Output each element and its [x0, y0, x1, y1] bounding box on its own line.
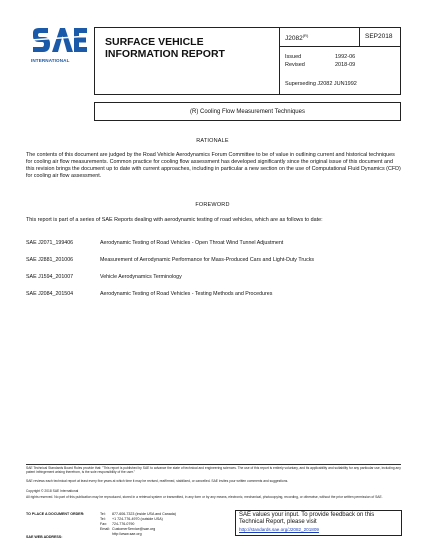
document-number: $J2082^{(R)}$ [285, 33, 309, 43]
reference-code: SAE J2084_201504 [26, 291, 74, 297]
reference-title: Aerodynamic Testing of Road Vehicles - Testing Methods and Procedures [100, 291, 273, 297]
order-label: TO PLACE A DOCUMENT ORDER: [26, 512, 85, 516]
sae-web-label: SAE WEB ADDRESS: [26, 535, 63, 539]
sae-logo-subtext: INTERNATIONAL [31, 58, 70, 63]
fax-value: 724-776-0790 [112, 522, 135, 526]
feedback-line2: Technical Report, please visit [239, 519, 317, 525]
document-date: SEP2018 [365, 33, 393, 40]
contact-labels: Tel: Tel: Fax: Email: [100, 512, 110, 531]
reference-title: Aerodynamic Testing of Road Vehicles - Open Throat Wind Tunnel Adjustment [100, 240, 284, 246]
email-value[interactable]: CustomerService@sae.org [112, 527, 156, 531]
rationale-heading: RATIONALE [196, 138, 229, 144]
tel-outside-value: +1 724-776-4970 (outside USA) [112, 517, 163, 521]
feedback-link[interactable]: http://standards.sae.org/J2082_201809 [239, 527, 319, 532]
reference-code: SAE J2071_199406 [26, 240, 74, 246]
reference-title: Measurement of Aerodynamic Performance for Mass-Produced Cars and Light-Duty Trucks [100, 257, 315, 263]
header-divider [279, 46, 400, 47]
copyright-notice: Copyright © 2018 SAE International [26, 489, 79, 493]
header-divider [359, 28, 360, 46]
document-subtitle: (R) Cooling Flow Measurement Techniques [94, 102, 401, 121]
tel-value: 877-606-7323 (inside USA and Canada) [112, 512, 176, 516]
rights-notice: All rights reserved. No part of this publication may be reproduced, stored in a retrieval system or transmitted, in any form or by any means, electronic, mechanical, photocopying, recording, or otherwise, without the prior written permission of SAE. [26, 495, 383, 499]
revised-label: Revised [285, 62, 305, 68]
reference-code: SAE J1594_201007 [26, 274, 74, 280]
superseding-note: Superseding J2082 JUN1992 [285, 81, 357, 87]
feedback-box [235, 510, 402, 536]
revised-value: 2018-09 [335, 62, 356, 68]
issued-label: Issued [285, 54, 302, 60]
reference-code: SAE J2881_201006 [26, 257, 74, 263]
document-header [94, 27, 401, 95]
header-divider [279, 28, 280, 94]
foreword-text: This report is part of a series of SAE Reports dealing with aerodynamic testing of road vehicles, which are as follows to date: [26, 217, 323, 223]
contact-values [112, 512, 232, 537]
foreword-heading: FOREWORD [195, 202, 230, 208]
web-value[interactable]: http://www.sae.org [112, 532, 142, 536]
rationale-text: The contents of this document are judged by the Road Vehicle Aerodynamics Forum Committee to be of value in outlining current and historical techniques for cooling air flow measurements. Common practice for cooling flow assessment has developed significantly since the original issue of this document and this revision brings the document up to date with current approaches, including in particular a new section on the use of Computational Fluid Dynamics (CFD) for cooling air flow assessment. [26, 152, 401, 179]
feedback-line1: SAE values your input. To provide feedback on this [239, 512, 375, 518]
footer-divider [26, 464, 401, 465]
standards-board-notice: SAE Technical Standards Board Rules provide that: "This report is published by SAE to advance the state of technical and engineering sciences. The use of this report is entirely voluntary, and its applicability and suitability for any particular use, including any patent infringement arising therefrom, is the sole responsibility of the user." [26, 466, 401, 475]
issued-value: 1992-06 [335, 54, 356, 60]
review-notice: SAE reviews each technical report at least every five years at which time it may be revised, reaffirmed, stabilized, or cancelled. SAE invites your written comments and suggestions. [26, 479, 289, 483]
reference-title: Vehicle Aerodynamics Terminology [100, 274, 182, 280]
sae-logo-mark [31, 27, 89, 57]
report-type-title: SURFACE VEHICLE INFORMATION REPORT [105, 36, 225, 60]
